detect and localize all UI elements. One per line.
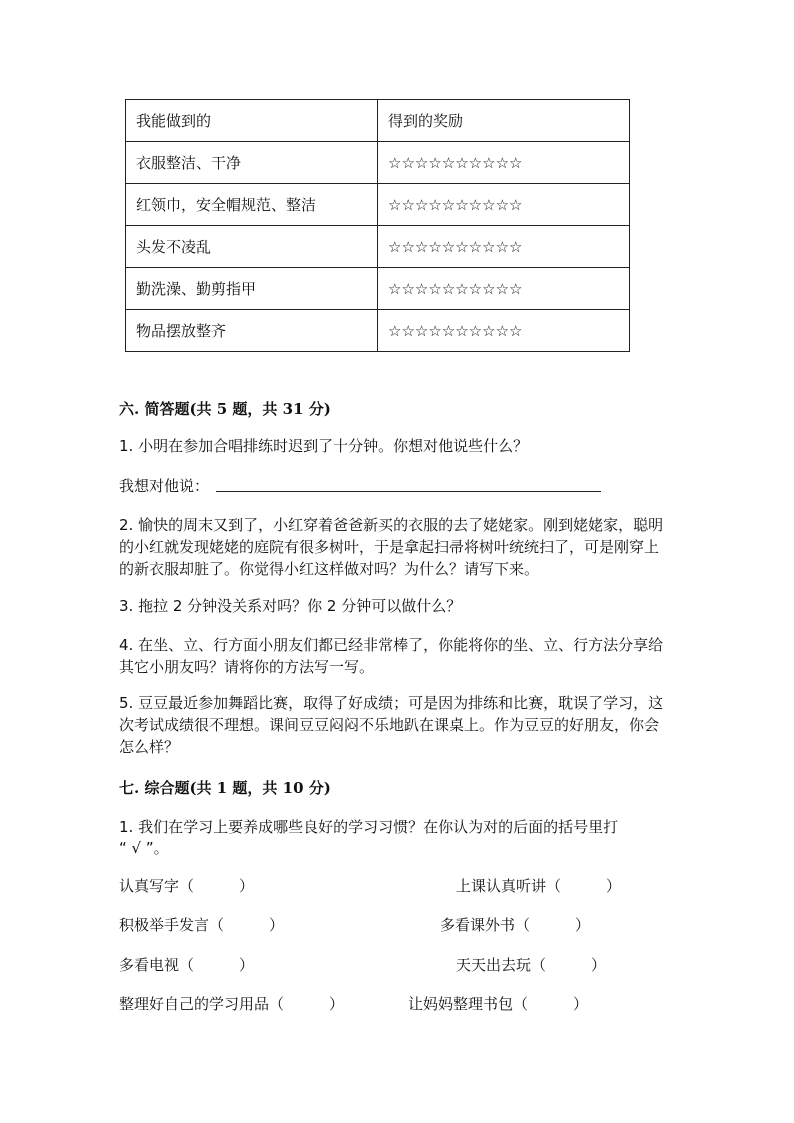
table-row — [126, 142, 630, 184]
option-mom-packs-bag[interactable]: 让妈妈整理书包（ ） — [408, 995, 589, 1013]
option-raise-hand[interactable]: 积极举手发言（ ） — [119, 916, 285, 934]
section-6-title: 六. 简答题(共 5 题，共 31 分) — [119, 400, 331, 418]
question-6-1: 1. 小明在参加合唱排练时迟到了十分钟。你想对他说些什么？ — [119, 437, 529, 455]
table-cell-reward: ☆☆☆☆☆☆☆☆☆☆ — [378, 226, 630, 268]
question-6-3: 3. 拖拉 2 分钟没关系对吗？你 2 分钟可以做什么？ — [119, 597, 462, 615]
table-cell-item: 物品摆放整齐 — [126, 310, 378, 352]
section-7-title: 七. 综合题(共 1 题，共 10 分) — [119, 779, 331, 797]
question-7-1-line1: 1. 我们在学习上要养成哪些良好的学习习惯？在你认为对的后面的括号里打 — [119, 818, 619, 836]
table-header-cell: 我能做到的 — [126, 100, 378, 142]
question-6-4: 4. 在坐、立、行方面小朋友们都已经非常棒了，你能将你的坐、立、行方法分享给其它小朋友吗？请将你的方法写一写。 — [119, 636, 664, 676]
option-watch-tv[interactable]: 多看电视（ ） — [119, 956, 255, 974]
table-header-row — [126, 100, 630, 142]
table-cell-reward: ☆☆☆☆☆☆☆☆☆☆ — [378, 142, 630, 184]
table-cell-item: 红领巾，安全帽规范、整洁 — [126, 184, 378, 226]
table-row — [126, 310, 630, 352]
option-read-books[interactable]: 多看课外书（ ） — [440, 916, 591, 934]
table-cell-reward: ☆☆☆☆☆☆☆☆☆☆ — [378, 310, 630, 352]
table-cell-item: 勤洗澡、勤剪指甲 — [126, 268, 378, 310]
table-row — [126, 268, 630, 310]
table-cell-item: 头发不凌乱 — [126, 226, 378, 268]
question-6-2: 2. 愉快的周末又到了，小红穿着爸爸新买的衣服的去了姥姥家。刚到姥姥家，聪明的小红就发现姥姥的庭院有很多树叶，于是拿起扫帚将树叶统统扫了，可是刚穿上的新衣服却脏了。你觉得小红这样做对吗？为什么？请写下来。 — [119, 516, 664, 578]
question-6-5: 5. 豆豆最近参加舞蹈比赛，取得了好成绩；可是因为排练和比赛，耽误了学习，这次考试成绩很不理想。课间豆豆闷闷不乐地趴在课桌上。作为豆豆的好朋友，你会怎么样？ — [119, 694, 664, 756]
option-go-out-play[interactable]: 天天出去玩（ ） — [456, 956, 607, 974]
table-row — [126, 226, 630, 268]
option-listen-in-class[interactable]: 上课认真听讲（ ） — [456, 877, 622, 895]
question-7-1-line2: “ √ ”。 — [119, 839, 169, 857]
table-row — [126, 184, 630, 226]
table-cell-reward: ☆☆☆☆☆☆☆☆☆☆ — [378, 184, 630, 226]
option-organize-supplies[interactable]: 整理好自己的学习用品（ ） — [119, 995, 345, 1013]
table-cell-reward: ☆☆☆☆☆☆☆☆☆☆ — [378, 268, 630, 310]
rating-table — [125, 99, 630, 352]
table-header-cell: 得到的奖励 — [378, 100, 630, 142]
answer-label: 我想对他说： — [119, 477, 210, 495]
table-cell-item: 衣服整洁、干净 — [126, 142, 378, 184]
answer-line[interactable] — [216, 491, 601, 492]
option-write-carefully[interactable]: 认真写字（ ） — [119, 877, 255, 895]
